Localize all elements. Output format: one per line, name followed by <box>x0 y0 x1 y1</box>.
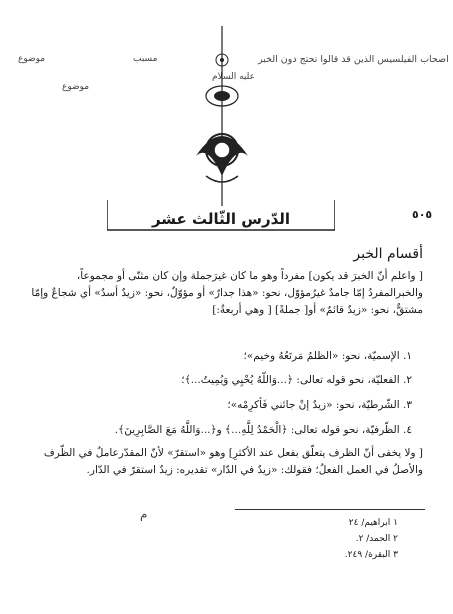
section-heading: أقسام الخبر <box>353 246 423 262</box>
footnote <box>356 534 398 544</box>
list-item <box>28 424 423 436</box>
list-item-number: ٢. <box>403 374 412 386</box>
note-paragraph: [ ولا يخفى أنّ الظرف يتعلّق بفعل عند الأكثرِ] وهو «استقرّ» لأنّ المقدّرعاملٌ في الظّرف والأصلُ في العمل الفعلُ؛ فقولك: «زيدٌ في الدّار» تقديره: زيدٌ استقرّ في الدّار. <box>43 447 423 476</box>
handwritten-note-second-left: موضوع <box>62 82 90 92</box>
footnote <box>349 518 398 528</box>
footnote-divider <box>235 509 425 510</box>
footnote-text: الحمد/ ٢. <box>355 534 391 544</box>
intro-paragraph: [ واعلم أنّ الخبرَ قد يكون] مفرداً وهو ما كان غيرَجملة وإن كان مثنّى أو مجموعاً، والخبرالمفردُ إمّا جامدٌ غيرُمؤوّل، نحو: «هذا جدارٌ» أو مؤوّلٌ، نحو: «زيدٌ أسدٌ» أي شجاعٌ وإمّا مشتقٌّ، نحو: «زيدٌ قائمٌ» أو[ جملةً] [ وهي أربعةٌ:] <box>31 270 423 316</box>
list-item-text: الفعليّة، نحو قوله تعالى: ﴿...وَاللّهُ يُحْيِي وَيُمِيتُ...﴾؛ <box>181 374 400 386</box>
footnote <box>345 550 398 560</box>
list-item-text: الظّرفيّة، نحو قوله تعالى: ﴿الْحَمْدُ لِلَّهِ...﴾ و﴿...وَاللَّهُ مَعَ الصَّابِرِينَ﴾. <box>114 424 400 436</box>
handwritten-note-middle: مسبب <box>133 54 158 64</box>
lesson-title: الدّرس الثّالث عشر <box>151 210 291 228</box>
footnote-text: ابراهيم/ ٢٤ <box>348 518 391 528</box>
list-item-number: ١. <box>403 350 412 362</box>
list-item-number: ٤. <box>403 424 412 436</box>
handwritten-note-second: عليه السلام <box>212 72 255 82</box>
page-number: ٥٠٥ <box>412 208 433 221</box>
footnote-number: ١ <box>393 518 398 528</box>
footnote-number: ٢ <box>393 534 398 544</box>
list-item-text: الشّرطيّة، نحو: «زيدٌ إنْ جائني فَأكرِمْه»؛ <box>227 399 400 411</box>
list-item-number: ٣. <box>403 399 412 411</box>
footnote-text: البقرة/ ٢٤٩. <box>344 550 391 560</box>
list-item <box>28 399 423 411</box>
list-item-text: الإسميّة، نحو: «الظلمُ مَرتَعُهُ وخيم»؛ <box>243 350 400 362</box>
footnote-number: ٣ <box>393 550 398 560</box>
list-item <box>28 374 423 386</box>
list-item <box>28 350 423 362</box>
ornament-icon <box>186 26 258 206</box>
handwritten-note-top: اصحاب الفيلسيس الذين قد قالوا تحتج دون الخبر <box>258 54 449 65</box>
handwritten-note-left: موضوع <box>18 54 46 64</box>
handwritten-mark: م <box>140 507 148 521</box>
